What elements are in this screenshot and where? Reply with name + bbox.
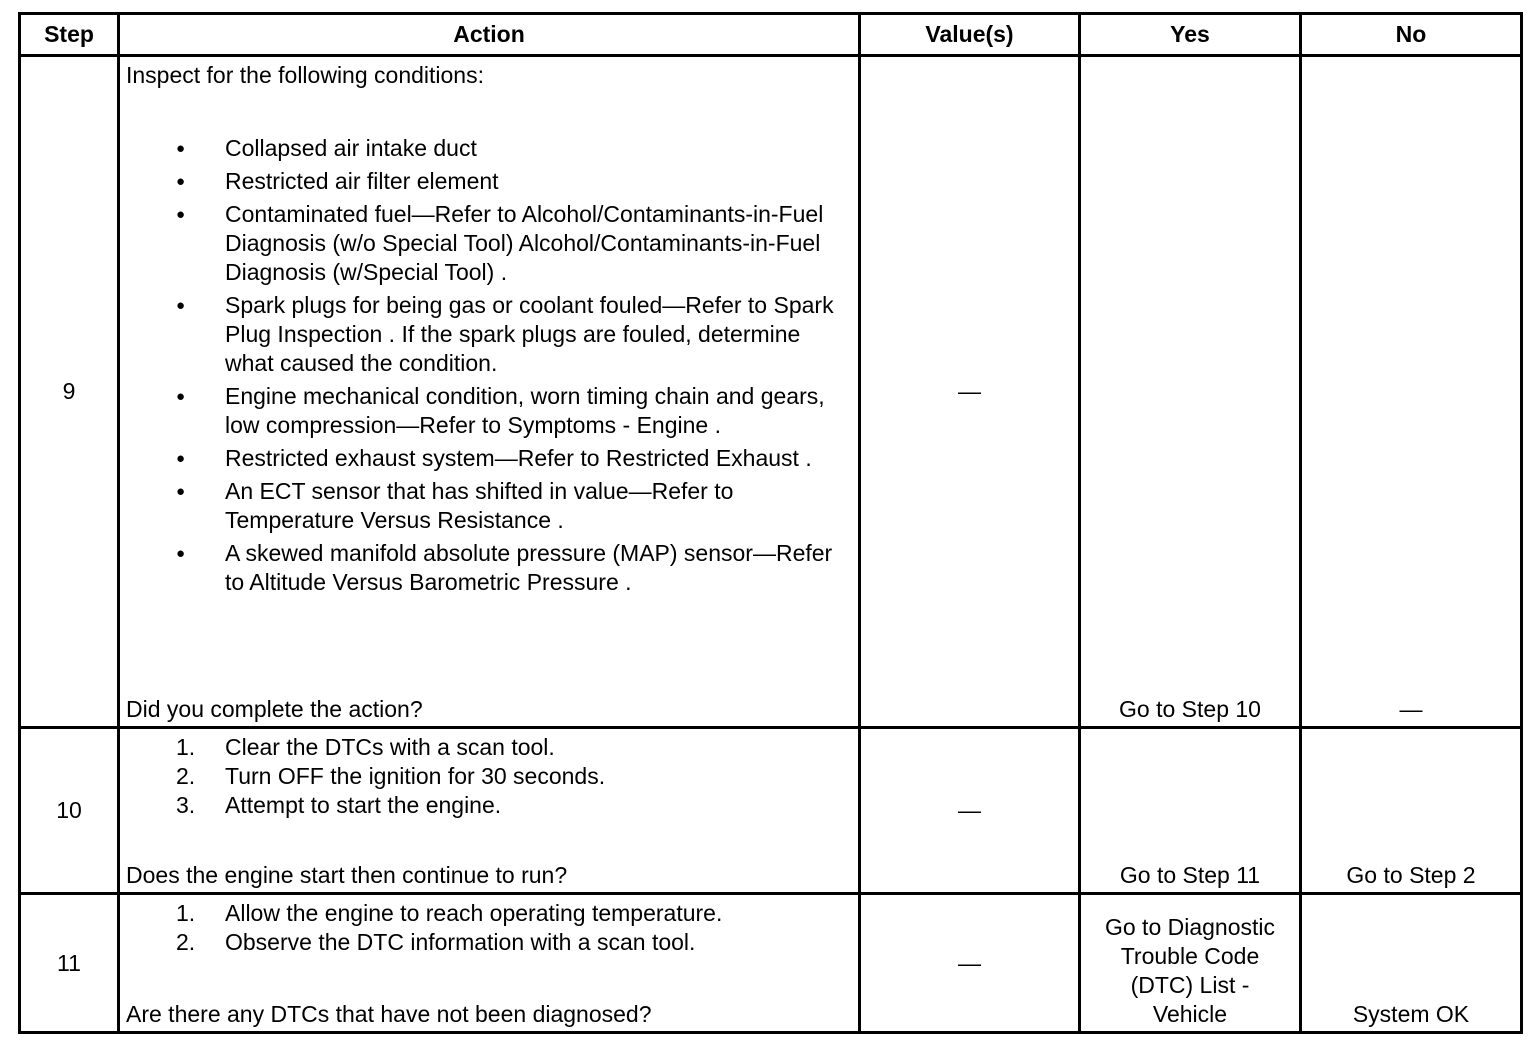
yes-cell: Go to Step 11	[1080, 728, 1301, 894]
action-question: Are there any DTCs that have not been diagnosed?	[126, 1001, 652, 1027]
list-text: Clear the DTCs with a scan tool.	[225, 734, 555, 760]
list-number: 3.	[176, 792, 196, 818]
list-item	[126, 762, 852, 791]
list-item: ● A skewed manifold absolute pressure (MAP) sensor—Refer to Altitude Versus Barometric Pressure .	[126, 539, 852, 597]
action-question: Does the engine start then continue to run?	[126, 862, 568, 888]
list-number: 2.	[176, 929, 196, 955]
table-row-step-9	[20, 56, 1522, 728]
list-item	[126, 899, 852, 928]
list-item: ● Contaminated fuel—Refer to Alcohol/Contaminants-in-Fuel Diagnosis (w/o Special Tool) Alcohol/Contaminants-in-Fuel Diagnosis (w/Special Tool) .	[126, 200, 852, 287]
list-text: Turn OFF the ignition for 30 seconds.	[225, 763, 606, 789]
list-item: ● Restricted air filter element	[126, 167, 852, 196]
list-item	[126, 791, 852, 820]
list-text: Allow the engine to reach operating temperature.	[225, 900, 723, 926]
header-action: Action	[119, 14, 860, 56]
list-item	[126, 733, 852, 762]
procedure-list	[126, 733, 852, 820]
value-cell: —	[860, 728, 1080, 894]
header-yes: Yes	[1080, 14, 1301, 56]
list-text: Observe the DTC information with a scan tool.	[225, 929, 696, 955]
list-number: 1.	[176, 734, 196, 760]
yes-cell: Go to Diagnostic Trouble Code (DTC) List - Vehicle	[1080, 894, 1301, 1033]
list-item: ● Spark plugs for being gas or coolant fouled—Refer to Spark Plug Inspection . If the spark plugs are fouled, determine what caused the condition.	[126, 291, 852, 378]
condition-list	[126, 134, 852, 597]
step-number: 11	[20, 894, 119, 1033]
header-no: No	[1301, 14, 1522, 56]
no-cell: —	[1301, 56, 1522, 728]
step-number: 9	[20, 56, 119, 728]
list-item: ● Collapsed air intake duct	[126, 134, 852, 163]
table-row-step-10	[20, 728, 1522, 894]
list-number: 2.	[176, 763, 196, 789]
list-item: ● Engine mechanical condition, worn timing chain and gears, low compression—Refer to Symptoms - Engine .	[126, 382, 852, 440]
yes-cell: Go to Step 10	[1080, 56, 1301, 728]
no-cell: System OK	[1301, 894, 1522, 1033]
action-question: Did you complete the action?	[126, 696, 423, 722]
header-step: Step	[20, 14, 119, 56]
value-cell: —	[860, 894, 1080, 1033]
action-intro: Inspect for the following conditions:	[126, 62, 484, 88]
step-number: 10	[20, 728, 119, 894]
no-cell: Go to Step 2	[1301, 728, 1522, 894]
action-cell	[119, 894, 860, 1033]
procedure-list	[126, 899, 852, 957]
value-cell: —	[860, 56, 1080, 728]
list-item: ● Restricted exhaust system—Refer to Restricted Exhaust .	[126, 444, 852, 473]
list-item	[126, 928, 852, 957]
list-item: ● An ECT sensor that has shifted in value—Refer to Temperature Versus Resistance .	[126, 477, 852, 535]
header-row	[20, 14, 1522, 56]
diagnostic-table	[18, 12, 1523, 1034]
list-number: 1.	[176, 900, 196, 926]
action-cell	[119, 56, 860, 728]
header-values: Value(s)	[860, 14, 1080, 56]
table-row-step-11	[20, 894, 1522, 1033]
action-cell	[119, 728, 860, 894]
list-text: Attempt to start the engine.	[225, 792, 502, 818]
